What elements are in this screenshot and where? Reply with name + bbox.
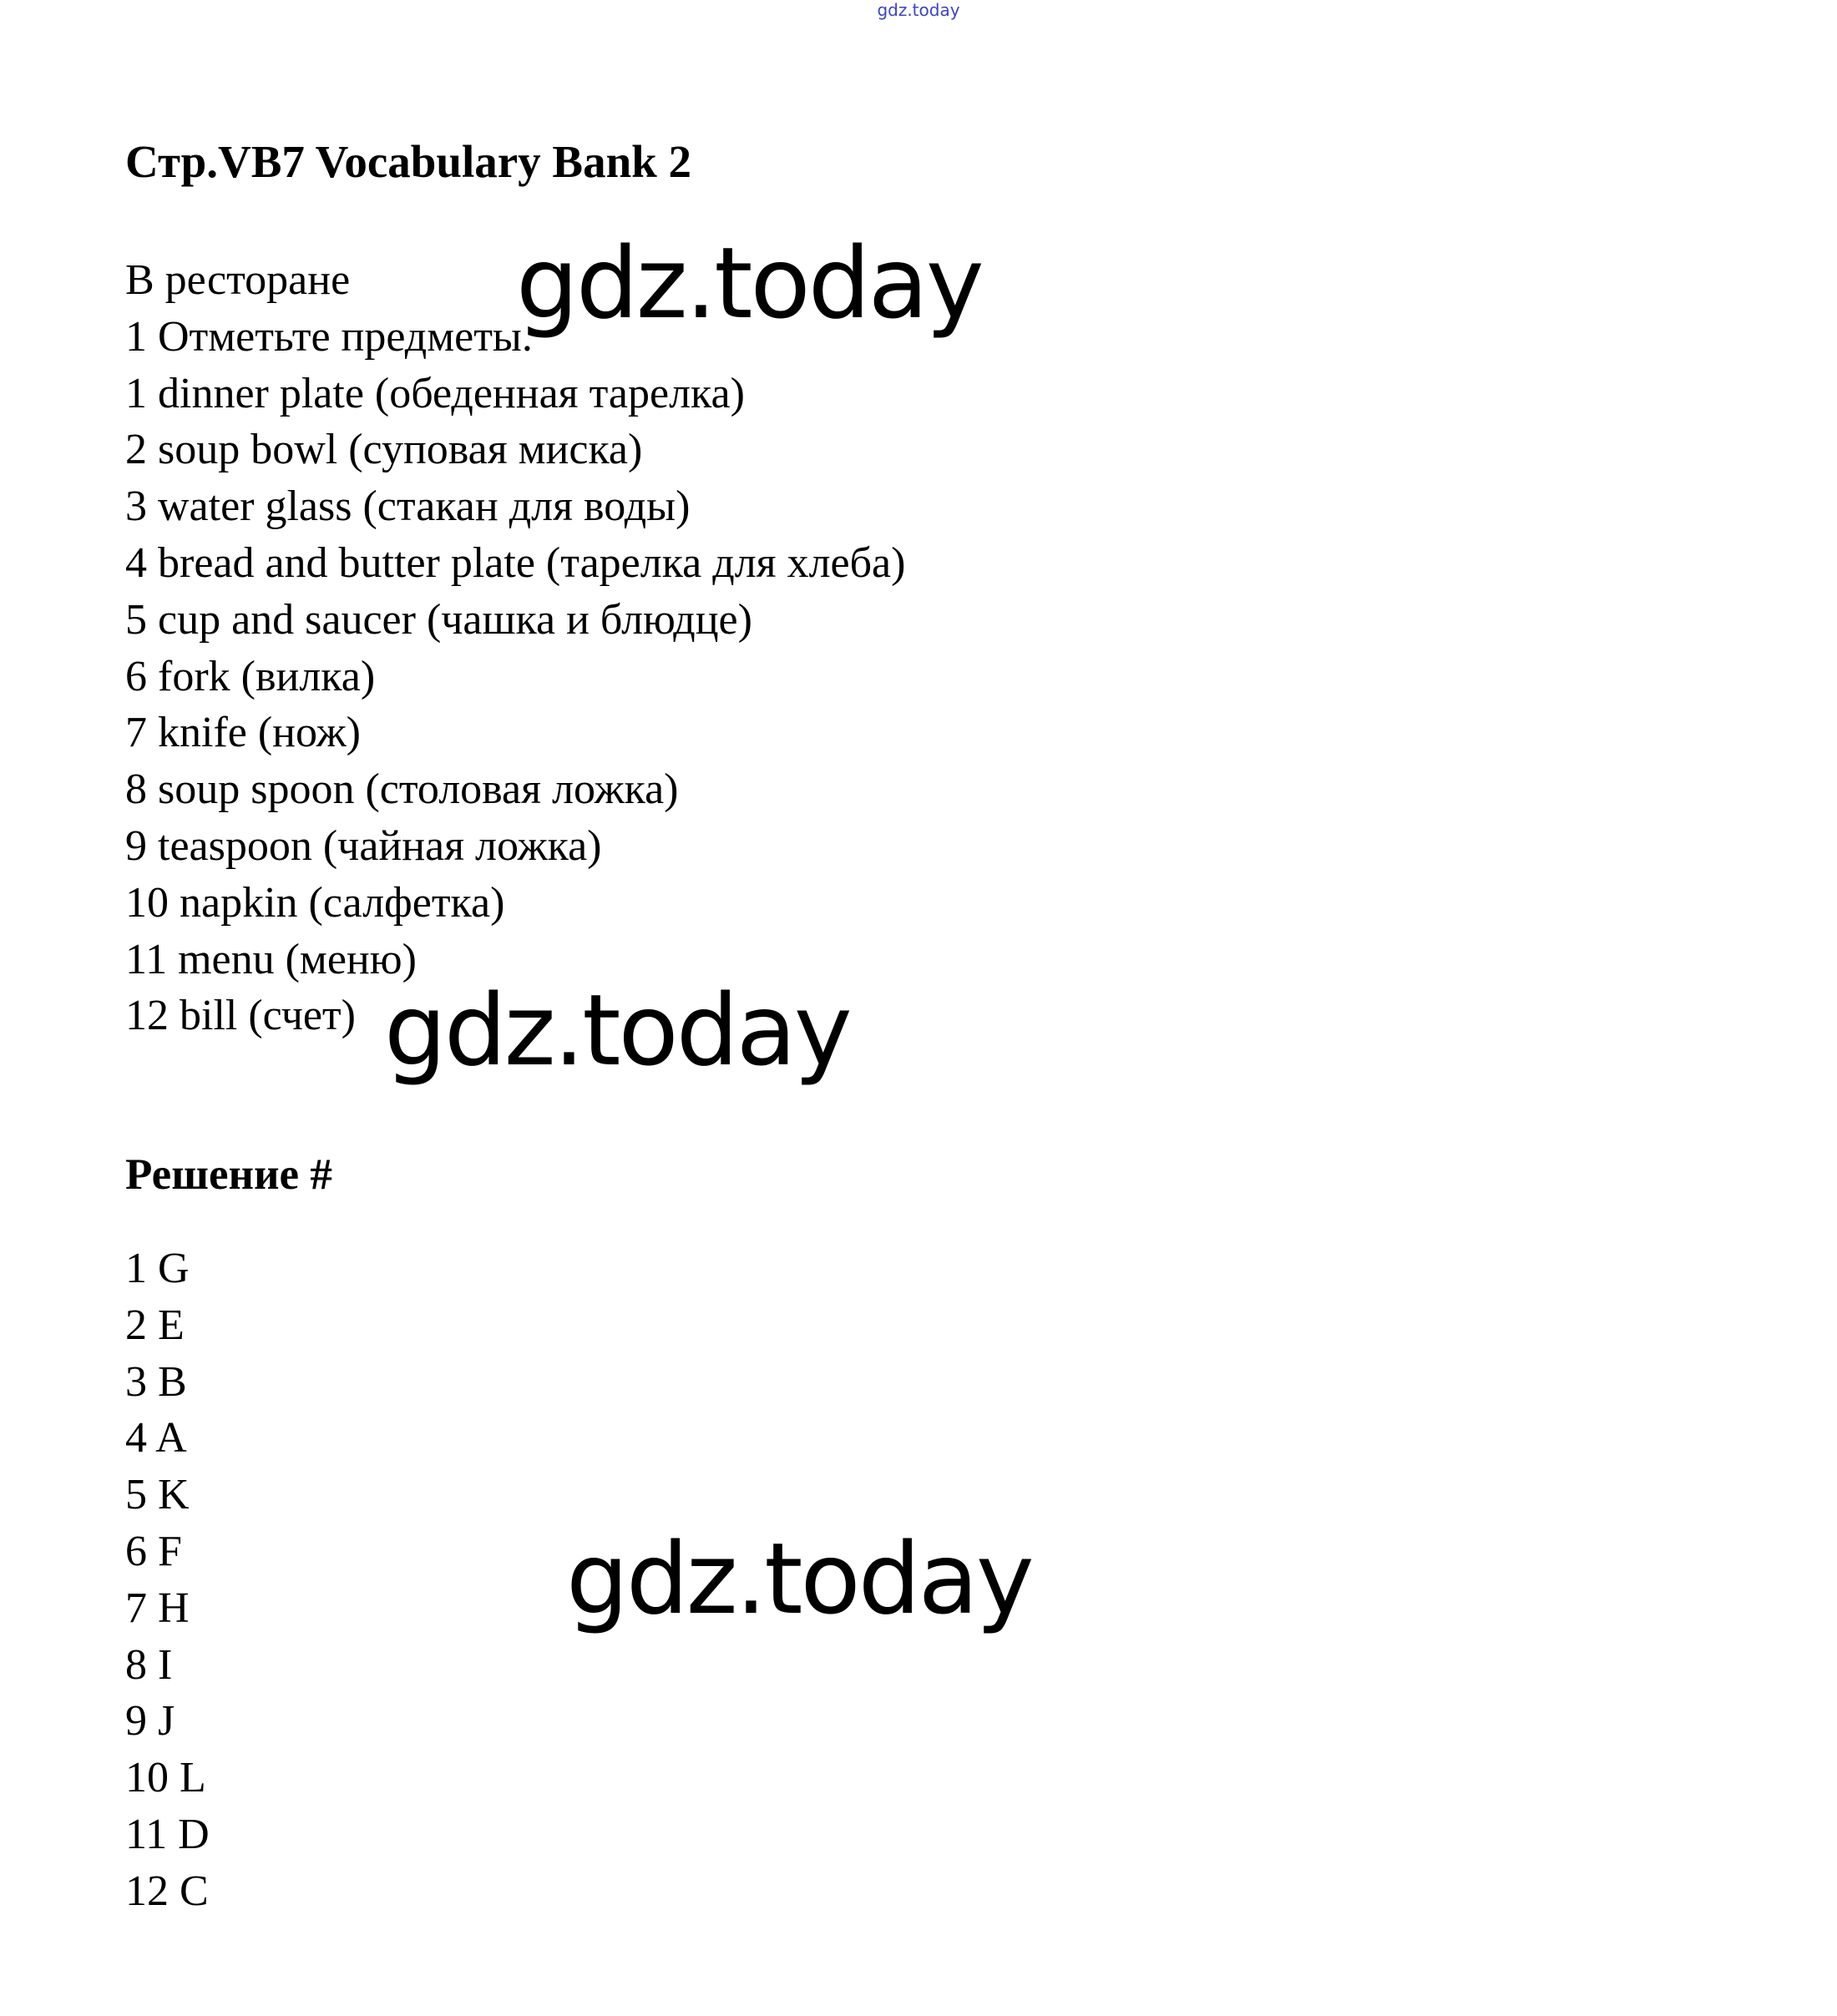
answer-item: 1 G xyxy=(125,1245,190,1292)
vocabulary-item: 10 napkin (салфетка) xyxy=(125,878,505,927)
answer-item: 9 J xyxy=(125,1697,175,1746)
vocabulary-item: 3 water glass (стакан для воды) xyxy=(125,483,691,531)
vocabulary-item: 11 menu (меню) xyxy=(125,935,417,983)
vocabulary-item: 9 teaspoon (чайная ложка) xyxy=(125,821,602,870)
task-instruction: 1 Отметьте предметы. xyxy=(125,312,533,361)
vocabulary-item: 6 fork (вилка) xyxy=(125,652,376,700)
vocabulary-list xyxy=(125,252,905,1044)
answer-item: 2 E xyxy=(125,1301,185,1349)
watermark-logo: gdz.today xyxy=(516,225,982,341)
solution-title: Решение # xyxy=(125,1150,332,1199)
answer-item: 6 F xyxy=(125,1527,182,1575)
answer-item: 7 H xyxy=(125,1584,190,1632)
vocabulary-item: 4 bread and butter plate (тарелка для хлеба) xyxy=(125,538,906,587)
vocabulary-item: 1 dinner plate (обеденная тарелка) xyxy=(125,369,745,417)
answer-item: 3 B xyxy=(125,1357,187,1406)
section-heading: В ресторане xyxy=(125,256,351,304)
vocabulary-item: 12 bill (счет) xyxy=(125,992,356,1040)
answer-item: 8 I xyxy=(125,1640,173,1689)
watermark-logo: gdz.today xyxy=(384,973,850,1088)
answer-item: 5 K xyxy=(125,1471,190,1519)
answer-item: 12 C xyxy=(125,1867,209,1915)
answer-item: 10 L xyxy=(125,1754,206,1802)
answer-list xyxy=(125,1240,210,1920)
page-title: Стр.VB7 Vocabulary Bank 2 xyxy=(125,136,691,187)
vocabulary-item: 2 soup bowl (суповая миска) xyxy=(125,426,643,474)
vocabulary-item: 7 knife (нож) xyxy=(125,709,361,757)
answer-item: 4 A xyxy=(125,1414,187,1463)
vocabulary-item: 8 soup spoon (столовая ложка) xyxy=(125,765,679,814)
answer-item: 11 D xyxy=(125,1810,210,1858)
watermark-logo: gdz.today xyxy=(566,1521,1032,1636)
vocabulary-item: 5 cup and saucer (чашка и блюдце) xyxy=(125,595,752,644)
top-watermark-text: gdz.today xyxy=(877,0,960,20)
